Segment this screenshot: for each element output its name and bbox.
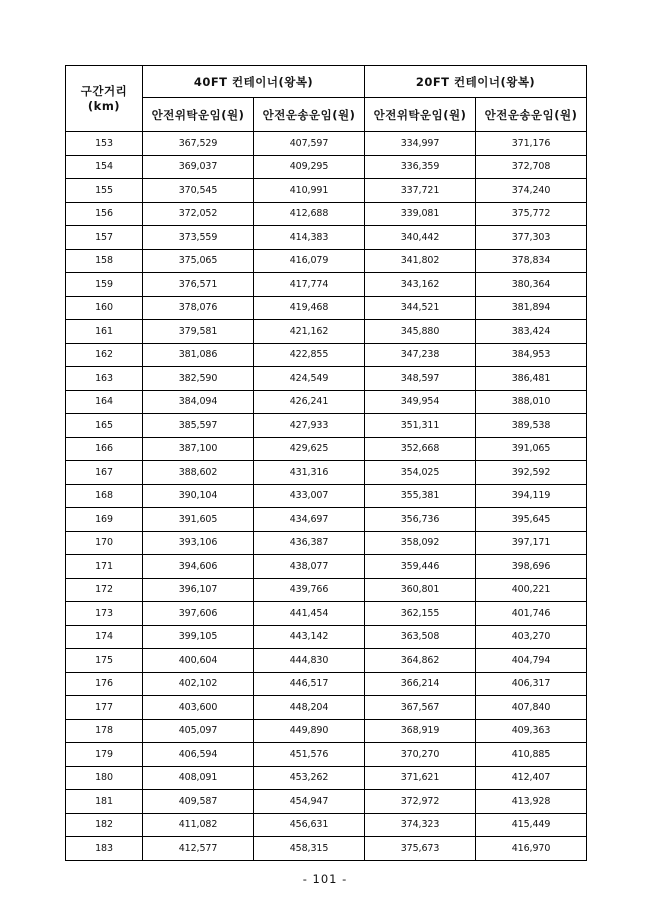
rate-40ft-transport-cell: 449,890 [254,719,365,743]
distance-cell: 177 [66,696,143,720]
rate-20ft-transport-cell: 407,840 [476,696,587,720]
rate-40ft-consign-cell: 369,037 [143,155,254,179]
rate-20ft-consign-cell: 349,954 [365,390,476,414]
rate-40ft-consign-cell: 376,571 [143,273,254,297]
distance-cell: 157 [66,226,143,250]
rate-40ft-transport-cell: 439,766 [254,578,365,602]
table-row [66,837,587,861]
distance-cell: 154 [66,155,143,179]
rate-20ft-transport-cell: 395,645 [476,508,587,532]
group-header-40ft: 40FT 컨테이너(왕복) [143,66,365,98]
rate-20ft-transport-cell: 383,424 [476,320,587,344]
distance-cell: 169 [66,508,143,532]
rate-20ft-consign-cell: 345,880 [365,320,476,344]
rate-20ft-transport-cell: 375,772 [476,202,587,226]
table-header [66,66,587,132]
distance-header-unit: (km) [87,98,121,113]
rate-20ft-consign-cell: 339,081 [365,202,476,226]
rate-20ft-consign-cell: 366,214 [365,672,476,696]
distance-cell: 180 [66,766,143,790]
rate-20ft-consign-cell: 368,919 [365,719,476,743]
table-row [66,249,587,273]
table-row [66,508,587,532]
distance-cell: 166 [66,437,143,461]
col-header-40ft-consign: 안전위탁운임(원) [143,98,254,132]
rate-20ft-consign-cell: 348,597 [365,367,476,391]
rate-40ft-consign-cell: 406,594 [143,743,254,767]
rate-20ft-consign-cell: 354,025 [365,461,476,485]
rate-40ft-consign-cell: 372,052 [143,202,254,226]
rate-20ft-transport-cell: 404,794 [476,649,587,673]
rate-20ft-transport-cell: 406,317 [476,672,587,696]
table-row [66,743,587,767]
distance-cell: 164 [66,390,143,414]
rate-20ft-transport-cell: 378,834 [476,249,587,273]
rate-20ft-transport-cell: 412,407 [476,766,587,790]
rate-40ft-consign-cell: 387,100 [143,437,254,461]
rate-40ft-consign-cell: 370,545 [143,179,254,203]
rate-20ft-transport-cell: 380,364 [476,273,587,297]
distance-cell: 155 [66,179,143,203]
rate-40ft-consign-cell: 390,104 [143,484,254,508]
distance-cell: 178 [66,719,143,743]
table-body [66,132,587,861]
rate-20ft-consign-cell: 364,862 [365,649,476,673]
rate-40ft-consign-cell: 373,559 [143,226,254,250]
rate-40ft-consign-cell: 375,065 [143,249,254,273]
table-row [66,672,587,696]
distance-cell: 161 [66,320,143,344]
rate-40ft-transport-cell: 434,697 [254,508,365,532]
distance-cell: 179 [66,743,143,767]
rate-20ft-consign-cell: 362,155 [365,602,476,626]
rate-40ft-transport-cell: 422,855 [254,343,365,367]
table-row [66,484,587,508]
table-row [66,226,587,250]
rate-40ft-consign-cell: 393,106 [143,531,254,555]
rate-40ft-transport-cell: 453,262 [254,766,365,790]
rate-20ft-consign-cell: 347,238 [365,343,476,367]
rate-40ft-consign-cell: 400,604 [143,649,254,673]
table-row [66,602,587,626]
rate-20ft-transport-cell: 392,592 [476,461,587,485]
rate-40ft-consign-cell: 399,105 [143,625,254,649]
rate-40ft-transport-cell: 441,454 [254,602,365,626]
distance-cell: 172 [66,578,143,602]
distance-cell: 182 [66,813,143,837]
rate-20ft-transport-cell: 384,953 [476,343,587,367]
rate-40ft-transport-cell: 421,162 [254,320,365,344]
rate-40ft-transport-cell: 416,079 [254,249,365,273]
rate-20ft-transport-cell: 409,363 [476,719,587,743]
rate-20ft-consign-cell: 334,997 [365,132,476,156]
table-row [66,766,587,790]
table-row [66,390,587,414]
distance-cell: 158 [66,249,143,273]
rate-20ft-transport-cell: 388,010 [476,390,587,414]
table-row [66,414,587,438]
distance-cell: 153 [66,132,143,156]
distance-cell: 160 [66,296,143,320]
rate-20ft-consign-cell: 374,323 [365,813,476,837]
table-row [66,719,587,743]
header-row-columns [66,98,587,132]
rate-40ft-consign-cell: 409,587 [143,790,254,814]
table-row [66,461,587,485]
rate-40ft-consign-cell: 388,602 [143,461,254,485]
table-row [66,531,587,555]
col-header-40ft-transport: 안전운송운임(원) [254,98,365,132]
header-row-groups [66,66,587,98]
rate-40ft-transport-cell: 426,241 [254,390,365,414]
rate-20ft-transport-cell: 381,894 [476,296,587,320]
rate-40ft-transport-cell: 412,688 [254,202,365,226]
rate-40ft-transport-cell: 427,933 [254,414,365,438]
distance-cell: 170 [66,531,143,555]
rate-20ft-consign-cell: 343,162 [365,273,476,297]
table-row [66,437,587,461]
rate-20ft-consign-cell: 340,442 [365,226,476,250]
rate-20ft-transport-cell: 400,221 [476,578,587,602]
table-row [66,696,587,720]
rate-40ft-transport-cell: 456,631 [254,813,365,837]
rate-40ft-consign-cell: 402,102 [143,672,254,696]
table-row [66,320,587,344]
rate-20ft-transport-cell: 397,171 [476,531,587,555]
distance-column-header [66,66,143,132]
rate-20ft-consign-cell: 372,972 [365,790,476,814]
rate-40ft-consign-cell: 385,597 [143,414,254,438]
rate-20ft-consign-cell: 344,521 [365,296,476,320]
rate-40ft-transport-cell: 433,007 [254,484,365,508]
distance-cell: 168 [66,484,143,508]
rate-40ft-transport-cell: 438,077 [254,555,365,579]
distance-header-label: 구간거리 [80,83,128,98]
distance-cell: 163 [66,367,143,391]
rate-20ft-transport-cell: 377,303 [476,226,587,250]
rate-40ft-transport-cell: 419,468 [254,296,365,320]
rate-20ft-transport-cell: 386,481 [476,367,587,391]
distance-cell: 165 [66,414,143,438]
page-number: - 101 - [302,872,348,886]
distance-cell: 175 [66,649,143,673]
rate-40ft-transport-cell: 407,597 [254,132,365,156]
rate-20ft-consign-cell: 351,311 [365,414,476,438]
col-header-20ft-consign: 안전위탁운임(원) [365,98,476,132]
distance-cell: 173 [66,602,143,626]
rate-40ft-consign-cell: 381,086 [143,343,254,367]
table-row [66,555,587,579]
distance-cell: 156 [66,202,143,226]
rate-20ft-consign-cell: 336,359 [365,155,476,179]
table-row [66,202,587,226]
rate-40ft-consign-cell: 391,605 [143,508,254,532]
rate-20ft-consign-cell: 352,668 [365,437,476,461]
rate-20ft-consign-cell: 363,508 [365,625,476,649]
rate-40ft-transport-cell: 444,830 [254,649,365,673]
rate-20ft-transport-cell: 403,270 [476,625,587,649]
distance-cell: 174 [66,625,143,649]
table-row [66,343,587,367]
rate-20ft-consign-cell: 375,673 [365,837,476,861]
distance-cell: 181 [66,790,143,814]
table-row [66,790,587,814]
table-row [66,625,587,649]
distance-cell: 171 [66,555,143,579]
table-row [66,179,587,203]
distance-cell: 162 [66,343,143,367]
rate-20ft-consign-cell: 371,621 [365,766,476,790]
rate-20ft-transport-cell: 416,970 [476,837,587,861]
distance-cell: 183 [66,837,143,861]
table-row [66,578,587,602]
rate-40ft-transport-cell: 446,517 [254,672,365,696]
rate-40ft-consign-cell: 412,577 [143,837,254,861]
rate-40ft-transport-cell: 429,625 [254,437,365,461]
rate-40ft-transport-cell: 424,549 [254,367,365,391]
distance-cell: 176 [66,672,143,696]
rate-20ft-consign-cell: 358,092 [365,531,476,555]
rate-40ft-consign-cell: 367,529 [143,132,254,156]
rate-20ft-consign-cell: 356,736 [365,508,476,532]
rate-40ft-consign-cell: 394,606 [143,555,254,579]
rate-40ft-transport-cell: 431,316 [254,461,365,485]
rate-40ft-consign-cell: 405,097 [143,719,254,743]
rate-40ft-transport-cell: 414,383 [254,226,365,250]
distance-cell: 159 [66,273,143,297]
rate-40ft-consign-cell: 397,606 [143,602,254,626]
rate-20ft-transport-cell: 374,240 [476,179,587,203]
table-row [66,813,587,837]
rate-20ft-transport-cell: 413,928 [476,790,587,814]
rate-40ft-consign-cell: 411,082 [143,813,254,837]
group-header-20ft: 20FT 컨테이너(왕복) [365,66,587,98]
rate-40ft-transport-cell: 454,947 [254,790,365,814]
distance-cell: 167 [66,461,143,485]
rate-40ft-transport-cell: 417,774 [254,273,365,297]
rate-20ft-transport-cell: 391,065 [476,437,587,461]
rate-40ft-consign-cell: 379,581 [143,320,254,344]
rate-40ft-transport-cell: 451,576 [254,743,365,767]
rate-20ft-transport-cell: 389,538 [476,414,587,438]
rate-40ft-transport-cell: 436,387 [254,531,365,555]
rate-40ft-consign-cell: 408,091 [143,766,254,790]
rate-20ft-consign-cell: 360,801 [365,578,476,602]
rate-40ft-transport-cell: 448,204 [254,696,365,720]
rate-40ft-consign-cell: 396,107 [143,578,254,602]
rate-40ft-transport-cell: 409,295 [254,155,365,179]
rate-40ft-transport-cell: 458,315 [254,837,365,861]
rate-20ft-consign-cell: 341,802 [365,249,476,273]
rate-40ft-transport-cell: 443,142 [254,625,365,649]
rate-20ft-transport-cell: 371,176 [476,132,587,156]
rate-20ft-transport-cell: 410,885 [476,743,587,767]
rate-40ft-consign-cell: 384,094 [143,390,254,414]
rate-20ft-consign-cell: 367,567 [365,696,476,720]
table-row [66,367,587,391]
rate-20ft-transport-cell: 372,708 [476,155,587,179]
freight-rate-table [65,65,587,861]
rate-20ft-consign-cell: 355,381 [365,484,476,508]
rate-20ft-consign-cell: 370,270 [365,743,476,767]
col-header-20ft-transport: 안전운송운임(원) [476,98,587,132]
rate-20ft-transport-cell: 394,119 [476,484,587,508]
rate-40ft-consign-cell: 382,590 [143,367,254,391]
table-row [66,296,587,320]
rate-20ft-transport-cell: 415,449 [476,813,587,837]
rate-20ft-consign-cell: 337,721 [365,179,476,203]
table-row [66,132,587,156]
rate-20ft-transport-cell: 401,746 [476,602,587,626]
table-row [66,273,587,297]
rate-40ft-consign-cell: 378,076 [143,296,254,320]
rate-20ft-consign-cell: 359,446 [365,555,476,579]
rate-40ft-transport-cell: 410,991 [254,179,365,203]
table-row [66,649,587,673]
table-row [66,155,587,179]
rate-20ft-transport-cell: 398,696 [476,555,587,579]
rate-40ft-consign-cell: 403,600 [143,696,254,720]
